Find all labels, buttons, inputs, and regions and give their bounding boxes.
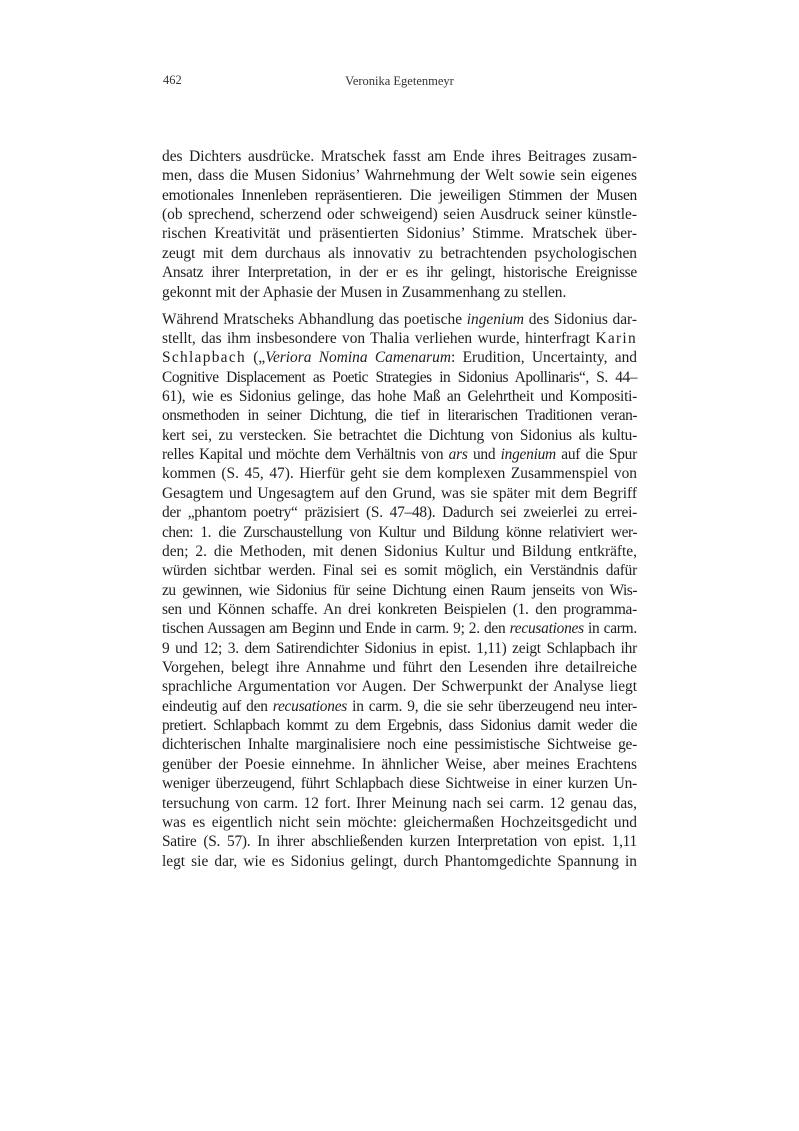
text-run: tischen Aussagen am Beginn und Ende in carm. 9; 2. den (162, 620, 510, 638)
text-run: : Erudition, Uncertainty, and (450, 349, 637, 367)
text-line (162, 445, 637, 464)
text-line: würden sichtbar werden. Final sei es somit möglich, ein Verständnis dafür (162, 562, 637, 580)
text-line (162, 697, 637, 716)
text-line: sen und Können schaffe. An drei konkreten Beispielen (1. den programma- (162, 600, 637, 618)
text-line: der „phantom poetry“ präzisiert (S. 47–48). Dadurch sei zweierlei zu errei- (162, 504, 637, 522)
text-run: in carm. 9, die sie sehr überzeugend neu inter- (347, 697, 637, 715)
text-line: sprachliche Argumentation vor Augen. Der Schwerpunkt der Analyse liegt (162, 678, 637, 696)
author-name-spaced: Karin (595, 329, 637, 347)
text-line: Cognitive Displacement as Poetic Strategies in Sidonius Apollinaris“, S. 44– (162, 368, 637, 386)
italic-term: ars (448, 446, 468, 464)
text-line: dichterischen Inhalte marginalisiere noch eine pessimistische Sichtweise ge- (162, 736, 637, 754)
text-line: kommen (S. 45, 47). Hierfür geht sie dem komplexen Zusammenspiel von (162, 465, 637, 483)
paragraph-2 (162, 310, 637, 871)
text-line: was es eigentlich nicht sein möchte: gleichermaßen Hochzeitsgedicht und (162, 813, 637, 831)
text-run: eindeutig auf den (162, 697, 273, 715)
text-line: 9 und 12; 3. dem Satirendichter Sidonius in epist. 1,11) zeigt Schlapbach ihr (162, 639, 637, 657)
text-line (162, 329, 637, 348)
text-line: zeugt mit dem durchaus als innovativ zu betrachtenden psychologischen (162, 244, 637, 262)
text-line: Vorgehen, belegt ihre Annahme und führt den Lesenden ihre detailreiche (162, 659, 637, 677)
running-head (162, 73, 637, 91)
page-number: 462 (163, 73, 182, 87)
text-run: relles Kapital und möchte dem Verhältnis von (162, 446, 449, 464)
text-line (162, 348, 637, 367)
text-line: men, dass die Musen Sidonius’ Wahrnehmung der Welt sowie sein eigenes (162, 167, 637, 185)
text-line: chen: 1. die Zurschaustellung von Kultur und Bildung könne relativiert wer- (162, 523, 637, 541)
italic-term: recusationes (509, 620, 584, 638)
text-line: den; 2. die Methoden, mit denen Sidonius Kultur und Bildung entkräfte, (162, 542, 637, 560)
text-line: genüber der Poesie einnehme. In ähnlicher Weise, aber meines Erachtens (162, 755, 637, 773)
text-run: und (467, 446, 501, 464)
text-line: rischen Kreativität und präsentierten Sidonius’ Stimme. Mratschek über- (162, 225, 637, 243)
text-line: weniger überzeugend, führt Schlapbach diese Sichtweise in einer kurzen Un- (162, 775, 637, 793)
text-run: auf die Spur (555, 446, 637, 464)
running-head-author: Veronika Egetenmeyr (345, 74, 454, 88)
text-line: gekonnt mit der Aphasie der Musen in Zusammenhang zu stellen. (162, 283, 567, 301)
italic-term: ingenium (500, 446, 556, 464)
text-line (162, 619, 637, 638)
text-line: Ansatz ihrer Interpretation, in der er es ihr gelingt, historische Ereignisse (162, 264, 637, 282)
text-line: kert sei, zu verstecken. Sie betrachtet die Dichtung von Sidonius als kultu- (162, 426, 637, 444)
body-text (162, 147, 637, 879)
italic-title: Veriora Nomina Camenarum (265, 349, 451, 367)
text-line: legt sie dar, wie es Sidonius gelingt, durch Phantomgedichte Spannung in (162, 852, 637, 870)
text-line: 61), wie es Sidonius gelinge, das hohe Maß an Gelehrtheit und Kompositi- (162, 388, 637, 405)
italic-term: recusationes (272, 697, 348, 715)
text-line: emotionales Innenleben repräsentieren. Die jeweiligen Stimmen der Musen (162, 186, 637, 204)
author-name-spaced: Schlapbach (162, 349, 246, 367)
text-line: Satire (S. 57). In ihrer abschließenden kurzen Interpretation von epist. 1,11 (162, 833, 637, 851)
text-line (162, 310, 637, 329)
text-line: pretiert. Schlapbach kommt zu dem Ergebnis, dass Sidonius damit weder die (162, 717, 637, 735)
text-run: in carm. (583, 620, 637, 638)
italic-term: ingenium (466, 310, 525, 328)
text-line: des Dichters ausdrücke. Mratschek fasst am Ende ihres Beitrages zusam- (162, 148, 637, 165)
text-line: onsmethoden in seiner Dichtung, die tief in literarischen Traditionen veran- (162, 407, 637, 425)
text-run: des Sidonius dar- (524, 310, 637, 328)
text-run: („ (245, 349, 266, 367)
text-line: (ob sprechend, scherzend oder schweigend) seien Ausdruck seiner künstle- (162, 206, 637, 224)
text-line: Gesagtem und Ungesagtem auf den Grund, was sie später mit dem Begriff (162, 484, 637, 502)
text-run: Während Mratscheks Abhandlung das poetische (162, 310, 467, 328)
text-line: tersuchung von carm. 12 fort. Ihrer Meinung nach sei carm. 12 genau das, (162, 794, 637, 812)
text-line: zu gewinnen, wie Sidonius für seine Dichtung einen Raum jenseits von Wis- (162, 581, 637, 599)
text-run: stellt, das ihm insbesondere von Thalia verliehen wurde, hinterfragt (162, 329, 596, 347)
paragraph-1 (162, 147, 637, 302)
